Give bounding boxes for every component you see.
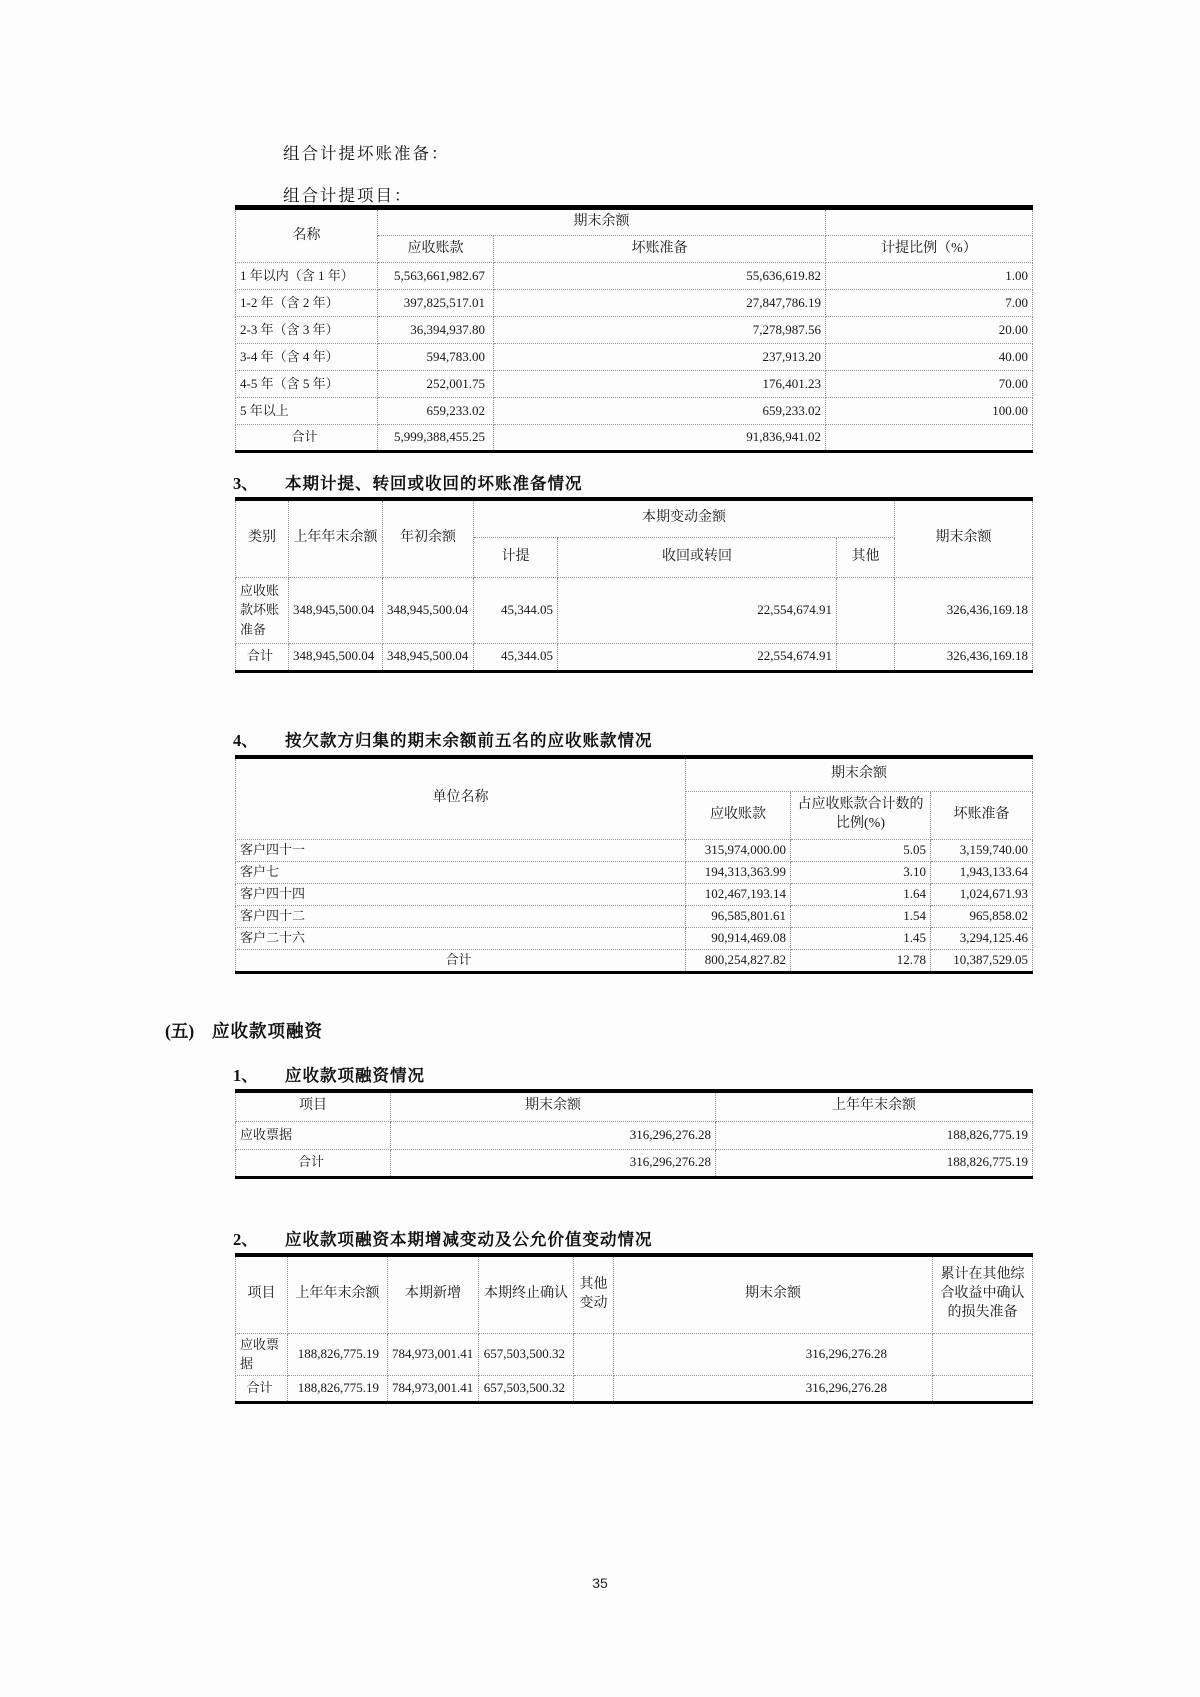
cell: 316,296,276.28 xyxy=(391,1149,716,1177)
col-header-oci-loss-provision: 累计在其他综合收益中确认的损失准备 xyxy=(933,1255,1033,1333)
section-title: 按欠款方归集的期末余额前五名的应收账款情况 xyxy=(285,731,653,750)
cell: 594,783.00 xyxy=(378,344,494,371)
table-header-row xyxy=(236,208,1033,236)
section-number: 4、 xyxy=(233,731,258,750)
col-header-current-change-group: 本期变动金额 xyxy=(474,499,895,537)
table-row xyxy=(236,861,1033,883)
cell: 合计 xyxy=(236,1375,288,1402)
cell: 客户二十六 xyxy=(236,927,686,949)
cell: 348,945,500.04 xyxy=(383,643,474,671)
col-header-prior-year-end: 上年年末余额 xyxy=(716,1091,1033,1121)
cell: 22,554,674.91 xyxy=(558,643,837,671)
cell: 客户四十二 xyxy=(236,905,686,927)
section-number: 1、 xyxy=(233,1066,258,1085)
col-header-bad-debt-provision: 坏账准备 xyxy=(931,791,1033,839)
table-header-row xyxy=(236,1091,1033,1121)
section-5-2-heading xyxy=(233,1226,653,1250)
cell: 326,436,169.18 xyxy=(895,643,1033,671)
intro-line-provision: 组合计提坏账准备： xyxy=(283,144,450,163)
col-header-accounts-receivable: 应收账款 xyxy=(686,791,791,839)
cell: 36,394,937.80 xyxy=(378,317,494,344)
col-header-ending-balance-group: 期末余额 xyxy=(686,757,1033,791)
table-row xyxy=(236,344,1033,371)
table-header-row xyxy=(236,1255,1033,1333)
cell: 40.00 xyxy=(826,344,1033,371)
cell: 1 年以内（含 1 年） xyxy=(236,263,378,290)
table-row xyxy=(236,839,1033,861)
cell: 7.00 xyxy=(826,290,1033,317)
aging-provision-table xyxy=(235,205,1033,453)
cell: 96,585,801.61 xyxy=(686,905,791,927)
cell: 1,024,671.93 xyxy=(931,883,1033,905)
cell: 应收票据 xyxy=(236,1333,288,1375)
cell: 237,913.20 xyxy=(494,344,826,371)
table-row xyxy=(236,927,1033,949)
cell: 315,974,000.00 xyxy=(686,839,791,861)
cell: 合计 xyxy=(236,425,378,452)
cell xyxy=(574,1333,614,1375)
col-header-beginning-balance: 年初余额 xyxy=(383,499,474,577)
top-five-receivables-table xyxy=(235,755,1033,974)
cell: 102,467,193.14 xyxy=(686,883,791,905)
table-row xyxy=(236,371,1033,398)
cell xyxy=(574,1375,614,1402)
cell xyxy=(933,1333,1033,1375)
cell: 1-2 年（含 2 年） xyxy=(236,290,378,317)
cell: 316,296,276.28 xyxy=(614,1375,933,1402)
table-row xyxy=(236,398,1033,425)
cell: 5 年以上 xyxy=(236,398,378,425)
col-header-bad-debt-provision: 坏账准备 xyxy=(494,236,826,263)
col-header-item: 项目 xyxy=(236,1091,391,1121)
cell: 4-5 年（含 5 年） xyxy=(236,371,378,398)
receivables-financing-movement-table xyxy=(235,1253,1033,1404)
col-header-other-changes: 其他变动 xyxy=(574,1255,614,1333)
col-header-prior-year-end: 上年年末余额 xyxy=(289,499,383,577)
cell: 1.45 xyxy=(791,927,931,949)
table-total-row xyxy=(236,425,1033,452)
cell: 应收账款坏账准备 xyxy=(236,577,289,643)
col-header-ending-balance: 期末余额 xyxy=(895,499,1033,577)
col-header-percentage-of-total: 占应收账款合计数的比例(%) xyxy=(791,791,931,839)
cell: 3.10 xyxy=(791,861,931,883)
section-5-1-heading xyxy=(233,1062,425,1086)
cell: 784,973,001.41 xyxy=(388,1375,479,1402)
table-row xyxy=(236,263,1033,290)
col-header-category: 类别 xyxy=(236,499,289,577)
col-header-recovered-reversed: 收回或转回 xyxy=(558,537,837,577)
col-header-ending-balance: 期末余额 xyxy=(391,1091,716,1121)
cell: 316,296,276.28 xyxy=(391,1121,716,1149)
cell: 应收票据 xyxy=(236,1121,391,1149)
section-3-heading xyxy=(233,470,583,494)
col-header-provision-ratio: 计提比例（%） xyxy=(826,236,1033,263)
cell: 5,999,388,455.25 xyxy=(378,425,494,452)
cell: 客户四十一 xyxy=(236,839,686,861)
cell xyxy=(933,1375,1033,1402)
section-number: 2、 xyxy=(233,1230,258,1249)
cell xyxy=(837,577,895,643)
col-header-item: 项目 xyxy=(236,1255,288,1333)
table-total-row xyxy=(236,643,1033,671)
section-number: (五) xyxy=(165,1021,195,1041)
cell: 100.00 xyxy=(826,398,1033,425)
table-row xyxy=(236,290,1033,317)
cell: 348,945,500.04 xyxy=(289,643,383,671)
cell: 657,503,500.32 xyxy=(479,1375,574,1402)
cell: 1,943,133.64 xyxy=(931,861,1033,883)
cell: 27,847,786.19 xyxy=(494,290,826,317)
section-title: 应收款项融资本期增减变动及公允价值变动情况 xyxy=(285,1230,653,1249)
table-header-row xyxy=(236,757,1033,791)
cell: 90,914,469.08 xyxy=(686,927,791,949)
cell: 20.00 xyxy=(826,317,1033,344)
cell: 659,233.02 xyxy=(378,398,494,425)
section-title: 应收款项融资情况 xyxy=(285,1066,425,1085)
cell: 1.64 xyxy=(791,883,931,905)
table-total-row xyxy=(236,1375,1033,1402)
cell: 3,294,125.46 xyxy=(931,927,1033,949)
col-header-other: 其他 xyxy=(837,537,895,577)
table-row xyxy=(236,883,1033,905)
col-header-ending-balance: 期末余额 xyxy=(614,1255,933,1333)
table-row xyxy=(236,1333,1033,1375)
section-title: 本期计提、转回或收回的坏账准备情况 xyxy=(285,474,583,493)
cell: 965,858.02 xyxy=(931,905,1033,927)
cell: 45,344.05 xyxy=(474,643,558,671)
col-header-empty xyxy=(826,208,1033,236)
cell: 188,826,775.19 xyxy=(288,1333,388,1375)
table-row xyxy=(236,905,1033,927)
col-header-prior-year-end: 上年年末余额 xyxy=(288,1255,388,1333)
table-row xyxy=(236,317,1033,344)
cell xyxy=(837,643,895,671)
cell: 188,826,775.19 xyxy=(288,1375,388,1402)
col-header-accounts-receivable: 应收账款 xyxy=(378,236,494,263)
cell: 3-4 年（含 4 年） xyxy=(236,344,378,371)
cell: 45,344.05 xyxy=(474,577,558,643)
cell: 348,945,500.04 xyxy=(383,577,474,643)
table-header-row xyxy=(236,499,1033,537)
cell: 91,836,941.02 xyxy=(494,425,826,452)
table-total-row xyxy=(236,1149,1033,1177)
cell: 2-3 年（含 3 年） xyxy=(236,317,378,344)
section-5-heading xyxy=(165,1018,323,1043)
cell: 397,825,517.01 xyxy=(378,290,494,317)
cell: 合计 xyxy=(236,643,289,671)
col-header-additions: 本期新增 xyxy=(388,1255,479,1333)
cell: 10,387,529.05 xyxy=(931,949,1033,972)
cell: 5,563,661,982.67 xyxy=(378,263,494,290)
col-header-unit-name: 单位名称 xyxy=(236,757,686,839)
cell: 194,313,363.99 xyxy=(686,861,791,883)
cell: 348,945,500.04 xyxy=(289,577,383,643)
col-header-derecognized: 本期终止确认 xyxy=(479,1255,574,1333)
cell: 7,278,987.56 xyxy=(494,317,826,344)
cell: 3,159,740.00 xyxy=(931,839,1033,861)
cell: 252,001.75 xyxy=(378,371,494,398)
cell: 657,503,500.32 xyxy=(479,1333,574,1375)
cell: 784,973,001.41 xyxy=(388,1333,479,1375)
page-number: 35 xyxy=(592,1575,608,1591)
cell: 316,296,276.28 xyxy=(614,1333,933,1375)
cell: 12.78 xyxy=(791,949,931,972)
cell: 合计 xyxy=(236,949,686,972)
cell: 55,636,619.82 xyxy=(494,263,826,290)
cell: 70.00 xyxy=(826,371,1033,398)
cell: 客户七 xyxy=(236,861,686,883)
cell: 1.00 xyxy=(826,263,1033,290)
cell: 659,233.02 xyxy=(494,398,826,425)
cell: 176,401.23 xyxy=(494,371,826,398)
col-header-ending-balance-group: 期末余额 xyxy=(378,208,826,236)
cell: 326,436,169.18 xyxy=(895,577,1033,643)
section-title: 应收款项融资 xyxy=(212,1021,323,1041)
cell: 合计 xyxy=(236,1149,391,1177)
cell: 1.54 xyxy=(791,905,931,927)
bad-debt-movement-table xyxy=(235,497,1033,673)
cell: 22,554,674.91 xyxy=(558,577,837,643)
col-header-accrual: 计提 xyxy=(474,537,558,577)
intro-line-portfolio: 组合计提项目： xyxy=(283,186,413,205)
cell: 188,826,775.19 xyxy=(716,1121,1033,1149)
receivables-financing-table xyxy=(235,1089,1033,1179)
cell: 800,254,827.82 xyxy=(686,949,791,972)
cell: 客户四十四 xyxy=(236,883,686,905)
cell: 5.05 xyxy=(791,839,931,861)
col-header-name: 名称 xyxy=(236,208,378,263)
cell xyxy=(826,425,1033,452)
section-4-heading xyxy=(233,727,653,751)
table-row xyxy=(236,1121,1033,1149)
section-number: 3、 xyxy=(233,474,258,493)
table-row xyxy=(236,577,1033,643)
cell: 188,826,775.19 xyxy=(716,1149,1033,1177)
table-total-row xyxy=(236,949,1033,972)
